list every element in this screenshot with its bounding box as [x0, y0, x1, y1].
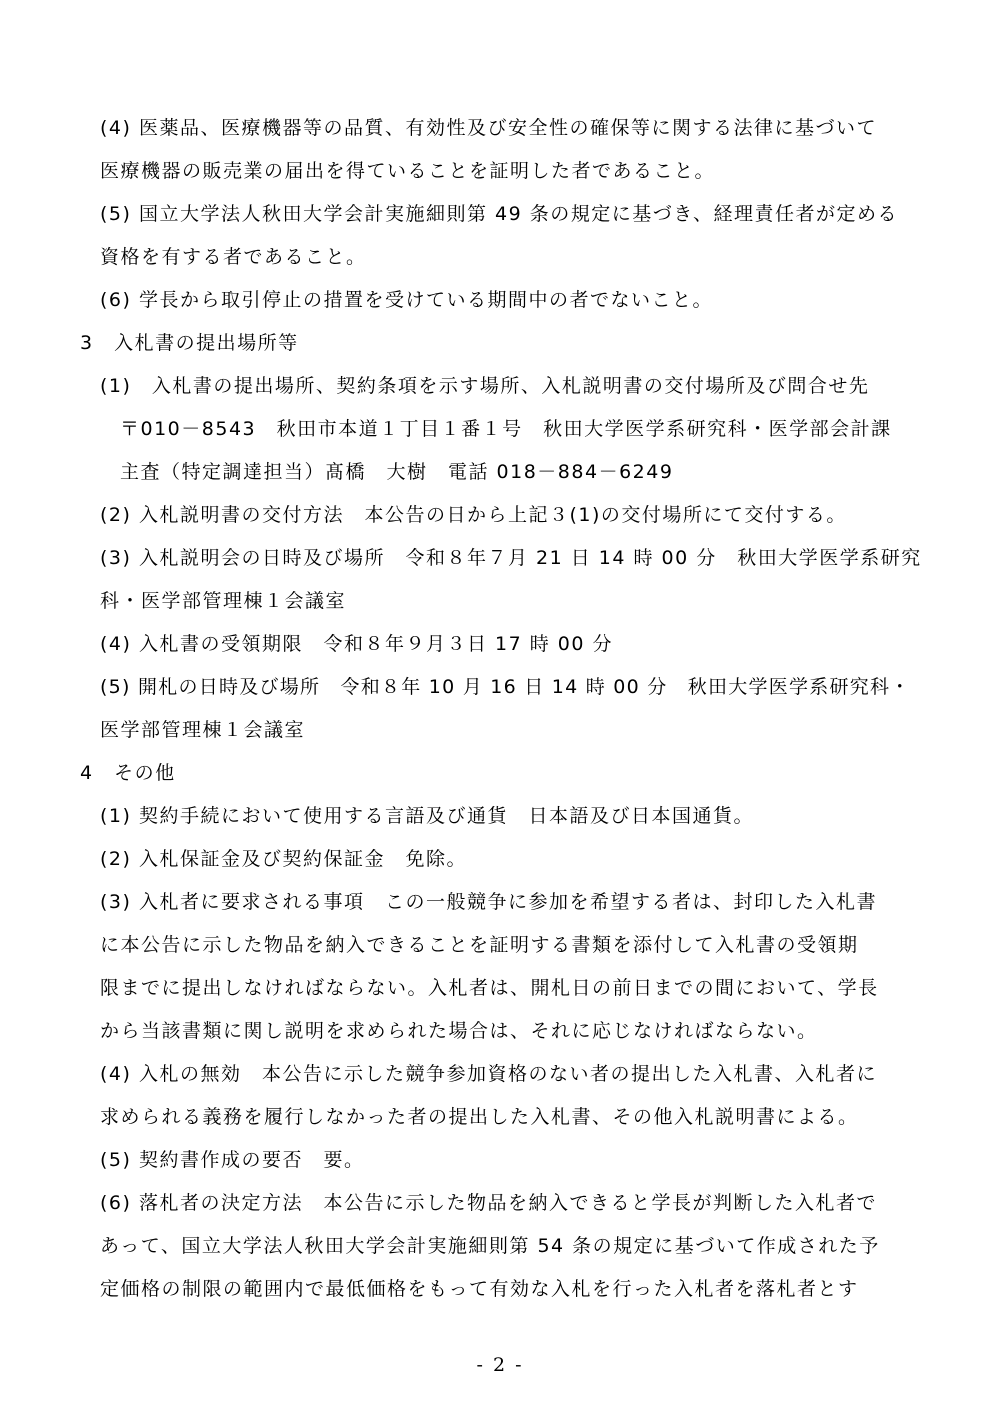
- text-line: (5) 開札の日時及び場所 令和８年 10 月 16 日 14 時 00 分 秋田大学医学系研究科・: [100, 676, 911, 698]
- text-line: 科・医学部管理棟１会議室: [100, 590, 347, 612]
- text-line: (4) 入札の無効 本公告に示した競争参加資格のない者の提出した入札書、入札者に: [100, 1063, 877, 1085]
- text-line: に本公告に示した物品を納入できることを証明する書類を添付して入札書の受領期: [100, 934, 859, 956]
- text-line: 〒010－8543 秋田市本道１丁目１番１号 秋田大学医学系研究科・医学部会計課: [120, 418, 892, 440]
- text-line: 医学部管理棟１会議室: [100, 719, 306, 741]
- text-line: 定価格の制限の範囲内で最低価格をもって有効な入札を行った入札者を落札者とす: [100, 1278, 859, 1300]
- text-line: (5) 国立大学法人秋田大学会計実施細則第 49 条の規定に基づき、経理責任者が定める: [100, 203, 898, 225]
- text-line: 求められる義務を履行しなかった者の提出した入札書、その他入札説明書による。: [100, 1106, 859, 1128]
- page-number: - 2 -: [476, 1354, 524, 1376]
- text-line: (2) 入札保証金及び契約保証金 免除。: [100, 848, 467, 870]
- text-line: (4) 入札書の受領期限 令和８年９月３日 17 時 00 分: [100, 633, 613, 655]
- text-line: 限までに提出しなければならない。入札者は、開札日の前日までの間において、学長: [100, 977, 879, 999]
- text-line: あって、国立大学法人秋田大学会計実施細則第 54 条の規定に基づいて作成された予: [100, 1235, 880, 1257]
- text-line: (1) 入札書の提出場所、契約条項を示す場所、入札説明書の交付場所及び問合せ先: [100, 375, 870, 397]
- section-heading: 3 入札書の提出場所等: [80, 332, 299, 354]
- text-line: (6) 落札者の決定方法 本公告に示した物品を納入できると学長が判断した入札者で: [100, 1192, 877, 1214]
- text-line: (6) 学長から取引停止の措置を受けている期間中の者でないこと。: [100, 289, 713, 311]
- section-heading: 4 その他: [80, 762, 176, 784]
- text-line: から当該書類に関し説明を求められた場合は、それに応じなければならない。: [100, 1020, 818, 1042]
- text-line: (4) 医薬品、医療機器等の品質、有効性及び安全性の確保等に関する法律に基づいて: [100, 117, 877, 139]
- text-line: 主査（特定調達担当）髙橋 大樹 電話 018－884－6249: [120, 461, 674, 483]
- text-line: (3) 入札説明会の日時及び場所 令和８年７月 21 日 14 時 00 分 秋田大学医学系研究: [100, 547, 922, 569]
- text-line: 資格を有する者であること。: [100, 246, 367, 268]
- text-line: (3) 入札者に要求される事項 この一般競争に参加を希望する者は、封印した入札書: [100, 891, 877, 913]
- text-line: 医療機器の販売業の届出を得ていることを証明した者であること。: [100, 160, 716, 182]
- text-line: (5) 契約書作成の要否 要。: [100, 1149, 365, 1171]
- text-line: (2) 入札説明書の交付方法 本公告の日から上記３(1)の交付場所にて交付する。: [100, 504, 847, 526]
- text-line: (1) 契約手続において使用する言語及び通貨 日本語及び日本国通貨。: [100, 805, 754, 827]
